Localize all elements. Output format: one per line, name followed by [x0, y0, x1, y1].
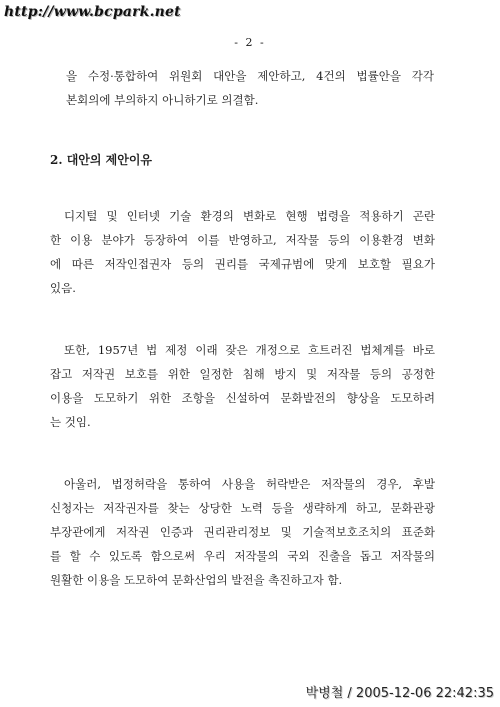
text-line: 원활한 이용을 도모하여 문화산업의 발전을 촉진하고자 함.: [50, 573, 343, 587]
intro-paragraph: [66, 64, 434, 112]
body-paragraph: [50, 472, 435, 592]
text-line: 본회의에 부의하지 아니하기로 의결함.: [66, 93, 259, 107]
text-line: 있음.: [50, 281, 76, 295]
text-line: 디지털 및 인터넷 기술 환경의 변화로 현행 법령을 적용하기 곤란: [64, 209, 435, 223]
text-line: 부장관에게 저작권 인증과 권리관리정보 및 기술적보호조치의 표준화: [50, 525, 435, 539]
page-number: - 2 -: [234, 36, 266, 49]
author-timestamp-watermark: 박병철 / 2005-12-06 22:42:35: [305, 686, 494, 701]
text-line: 는 것임.: [50, 415, 91, 429]
text-line: 또한, 1957년 법 제정 이래 잦은 개정으로 흐트러진 법체계를 바로: [64, 343, 435, 357]
section-heading: 2. 대안의 제안이유: [50, 153, 153, 167]
body-paragraph: [50, 338, 435, 434]
site-watermark: http://www.bcpark.net: [4, 4, 181, 20]
text-line: 이용을 도모하기 위한 조항을 신설하여 문화발전의 향상을 도모하려: [50, 391, 435, 405]
text-line: 신청자는 저작권자를 찾는 상당한 노력 등을 생략하게 하고, 문화관광: [50, 501, 435, 515]
text-line: 잡고 저작권 보호를 위한 일정한 침해 방지 및 저작물 등의 공정한: [50, 367, 435, 381]
body-paragraph: [50, 204, 435, 300]
text-line: 아울러, 법정허락을 통하여 사용을 허락받은 저작물의 경우, 후발: [64, 477, 435, 491]
text-line: 을 수정·통합하여 위원회 대안을 제안하고, 4건의 법률안을 각각: [66, 69, 434, 83]
text-line: 한 이용 분야가 등장하여 이를 반영하고, 저작물 등의 이용환경 변화: [50, 233, 435, 247]
text-line: 를 할 수 있도록 함으로써 우리 저작물의 국외 진출을 돕고 저작물의: [50, 549, 435, 563]
text-line: 에 따른 저작인접권자 등의 권리를 국제규범에 맞게 보호할 필요가: [50, 257, 435, 271]
